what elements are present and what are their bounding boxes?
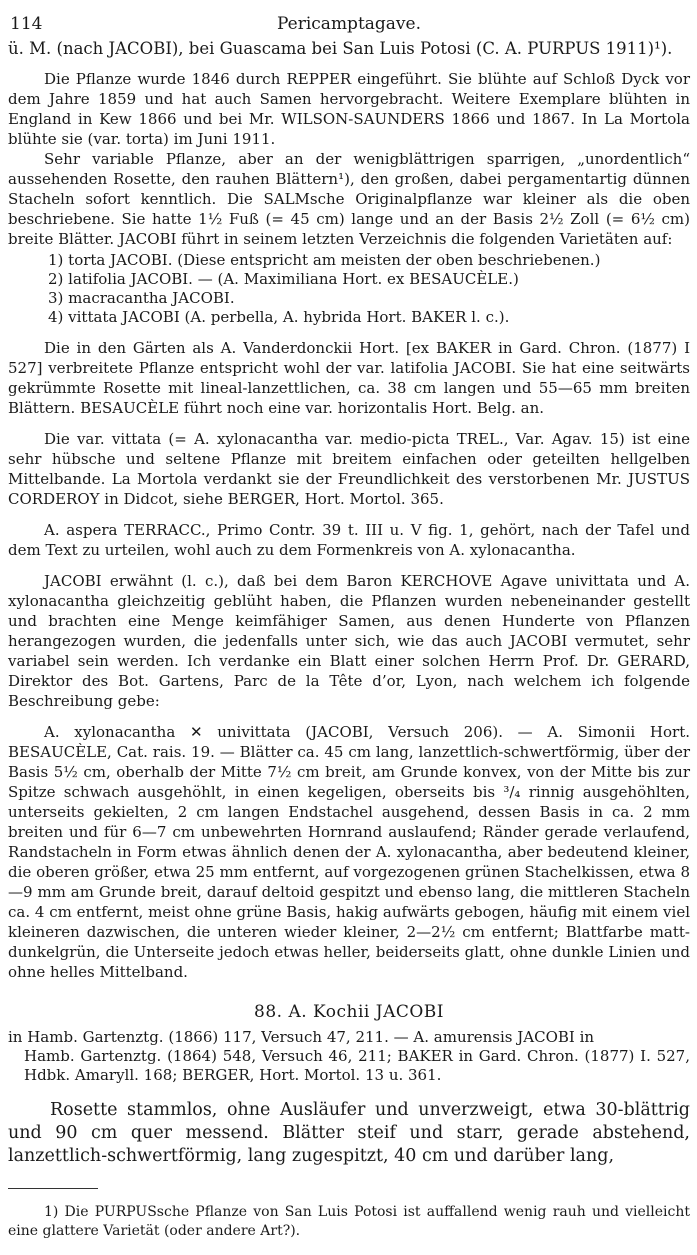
paragraph-introduction: Die Pflanze wurde 1846 durch REPPER eingeführt. Sie blühte auf Schloß Dyck vor dem Jahre 1859 und hat auch Samen hervorgebracht. Weitere Exemplare blühten in England in Kew 1866 und bei Mr. WILSON-SAUNDERS 1866 und 1867. In La Mortola blühte sie (var. torta) im Juni 1911.	[8, 70, 690, 148]
synonymy-first-line: in Hamb. Gartenztg. (1866) 117, Versuch 47, 211. — A. amurensis JACOBI in	[8, 1028, 595, 1046]
variety-item: 2) latifolia JACOBI. — (A. Maximiliana Hort. ex BESAUCÈLE.)	[48, 270, 519, 288]
variety-item: 3) macracantha JACOBI.	[48, 289, 235, 307]
species-description: Rosette stammlos, ohne Ausläufer und unverzweigt, etwa 30-blättrig und 90 cm quer messend. Blätter steif und starr, gerade abstehend, lanzettlich-schwertförmig, lang zugespitzt, 40 cm und darüber lang,	[8, 1100, 690, 1166]
paragraph-variability: Sehr variable Pflanze, aber an der wenigblättrigen sparrigen, „unordentlich“ aussehenden Rosette, den rauhen Blättern¹), den großen, dabei pergamentartig dünnen Stacheln sofort kenntlich. Die SALMsche Originalpflanze war kleiner als die oben beschriebene. Sie hatte 1½ Fuß (= 45 cm) lange und an der Basis 2½ Zoll (= 6½ cm) breite Blätter. JACOBI führt in seinem letzten Verzeichnis die folgenden Varietäten auf:	[8, 150, 690, 248]
footnote: 1) Die PURPUSsche Pflanze von San Luis Potosi ist auffallend wenig rauh und vielleicht eine glattere Varietät (oder andere Art?).	[8, 1204, 690, 1239]
footnote-rule	[8, 1188, 98, 1189]
species-synonymy	[8, 1028, 690, 1085]
paragraph-hybrid-description: A. xylonacantha ✕ univittata (JACOBI, Versuch 206). — A. Simonii Hort. BESAUCÈLE, Cat. rais. 19. — Blätter ca. 45 cm lang, lanzettlich-schwertförmig, über der Basis 5½ cm, oberhalb der Mitte 7½ cm breit, am Grunde konvex, von der Mitte bis zur Spitze schwach ausgehöhlt, in einen kegeligen, oberseits bis ³/₄ rinnig ausgehöhlten, unterseits gekielten, 2 cm langen Endstachel ausgehend, dessen Basis in ca. 2 mm breiten und für 6—7 cm unbewehrten Hornrand auslaufend; Ränder gerade verlaufend, Randstacheln in Form etwas ähnlich denen der A. xylonacantha, aber bedeutend kleiner, die oberen größer, etwa 25 mm entfernt, auf vorgezogenen grünen Stachelkissen, etwa 8—9 mm am Grunde breit, darauf deltoid gespitzt und ebenso lang, die mittleren Stacheln ca. 4 cm entfernt, meist ohne grüne Basis, hakig aufwärts gebogen, häufig mit einem viel kleineren dazwischen, die unteren wieder kleiner, 2—2½ cm entfernt; Blattfarbe matt-dunkelgrün, die Unterseite jedoch etwas heller, beiderseits glatt, ohne dunkle Linien und ohne helles Mittelband.	[8, 723, 690, 981]
running-title: Pericamptagave.	[276, 14, 421, 34]
variety-item: 4) vittata JACOBI (A. perbella, A. hybrida Hort. BAKER l. c.).	[48, 308, 510, 326]
paragraph-hybrid-origin: JACOBI erwähnt (l. c.), daß bei dem Baron KERCHOVE Agave univittata und A. xylonacantha gleichzeitig geblüht haben, die Pflanzen wurden nebeneinander gestellt und brachten eine Menge keimfähiger Samen, aus denen Hunderte von Pflanzen herangezogen wurden, die jedenfalls unter sich, wie das auch JACOBI vermutet, sehr variabel sein werden. Ich verdanke ein Blatt einer solchen Herrn Prof. Dr. GERARD, Direktor des Bot. Gartens, Parc de la Tête d’or, Lyon, nach welchem ich folgende Beschreibung gebe:	[8, 572, 690, 710]
paragraph-aspera: A. aspera TERRACC., Primo Contr. 39 t. III u. V fig. 1, gehört, nach der Tafel und dem Text zu urteilen, wohl auch zu dem Formenkreis von A. xylonacantha.	[8, 521, 690, 559]
species-heading: 88. A. Kochii JACOBI	[254, 1002, 444, 1022]
synonymy-continuation: Hamb. Gartenztg. (1864) 548, Versuch 46, 211; BAKER in Gard. Chron. (1877) I. 527, Hdbk. Amaryll. 168; BERGER, Hort. Mortol. 13 u. 361.	[24, 1047, 690, 1084]
paragraph-vanderdonckii: Die in den Gärten als A. Vanderdonckii Hort. [ex BAKER in Gard. Chron. (1877) I 527] verbreitete Pflanze entspricht wohl der var. latifolia JACOBI. Sie hat eine seitwärts gekrümmte Rosette mit lineal-lanzettlichen, ca. 38 cm langen und 55—65 mm breiten Blättern. BESAUCÈLE führt noch eine var. horizontalis Hort. Belg. an.	[8, 339, 690, 417]
book-page	[8, 8, 690, 1255]
variety-item: 1) torta JACOBI. (Diese entspricht am meisten der oben beschriebenen.)	[48, 251, 601, 269]
paragraph-locality: ü. M. (nach JACOBI), bei Guascama bei San Luis Potosi (C. A. PURPUS 1911)¹).	[8, 39, 673, 58]
paragraph-var-vittata: Die var. vittata (= A. xylonacantha var. medio-picta TREL., Var. Agav. 15) ist eine sehr hübsche und seltene Pflanze mit breitem einfachen oder geteilten hellgelben Mittelbande. La Mortola verdankt sie der Freundlichkeit des verstorbenen Mr. JUSTUS CORDEROY in Didcot, siehe BERGER, Hort. Mortol. 365.	[8, 430, 690, 508]
page-number: 114	[10, 14, 43, 34]
variety-list	[8, 251, 690, 327]
page-header	[8, 8, 690, 38]
